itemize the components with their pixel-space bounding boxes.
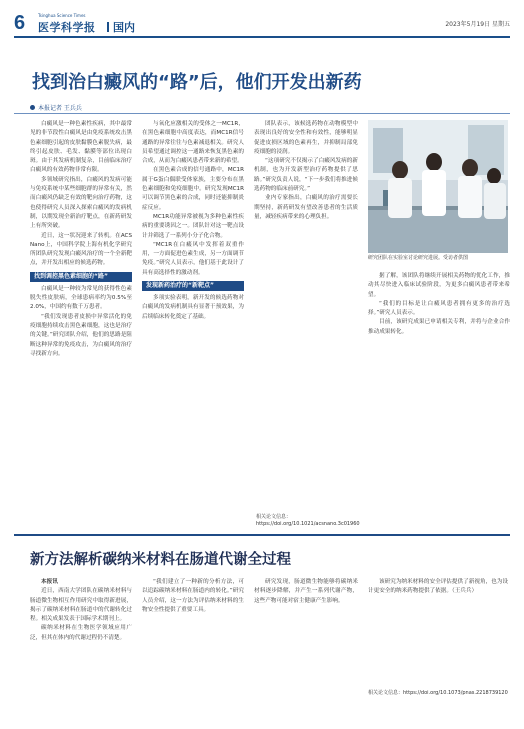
paragraph: 多领域研究指出，白癜风的发病可能与免疫系统中某些细胞群的异常有关，然而白癜风仍缺乏有效的靶向治疗药物，这也使得研究人员深入探索白癜风的发病机制，以期发现全新治疗靶点，在新药研发上有所突破。 — [30, 176, 132, 230]
article1-column-4 — [368, 272, 510, 452]
paragraph: “MC1R在白癜风中发挥着双重作用，一方面促进色素生成，另一方面调节免疫。”研究人员表示，他们基于此设计了具有高选择性的激动剂。 — [142, 241, 244, 276]
paragraph: 研究发现，肠道微生物能够将碳纳米材料逐步降解，并产生一系列代谢产物，这些产物可能对宿主健康产生影响。 — [254, 579, 358, 604]
article2-author: 本报讯 — [41, 579, 58, 585]
paragraph: 团队表示，该候选药物在动物模型中表现出良好的安全性和有效性，能够明显促进皮损区域的色素再生，并抑制局部免疫细胞的浸润。 — [254, 121, 358, 155]
article1-top-rule — [14, 113, 510, 114]
paragraph: 白癜风是一种色素性疾病，其中最常见的非节段性白癜风是由免疫系统攻击黑色素细胞引起的皮肤黏膜色素脱失病，最终引起皮肤、毛发、黏膜等部位出现白斑。由于其发病机制复杂，目前临床治疗白癜风的有效药物非常有限。 — [30, 121, 132, 174]
byline-text: 本报记者 王兵兵 — [38, 105, 82, 112]
section-label: 国内 — [113, 21, 135, 34]
article1-source: 相关论文信息：https://doi.org/10.1021/acsnano.3c01960 — [256, 514, 360, 527]
byline-dot-icon — [30, 105, 35, 110]
paragraph: 据了解，该团队将继续开展相关药物的优化工作，推动其尽快进入临床试验阶段，为更多白癜风患者带来希望。 — [368, 273, 510, 298]
paragraph: 多项实验表明，新开发的候选药物对白癜风的发病机制具有显著干预效果，为后续临床转化奠定了基础。 — [142, 295, 244, 320]
section-tag — [107, 19, 135, 35]
article1-column-3 — [254, 120, 358, 515]
article2-column-2 — [142, 578, 244, 716]
article1-column-1 — [30, 120, 132, 515]
article2-source: 相关论文信息：https://doi.org/10.1073/pnas.2218739120 — [368, 690, 508, 696]
masthead — [0, 0, 524, 44]
masthead-rule — [14, 36, 510, 38]
paragraph: 近日，西南大学团队在碳纳米材料与肠道微生物相互作用研究中取得新进展，揭示了碳纳米材料在肠道中的代谢转化过程。相关成果发表于国际学术期刊上。 — [30, 588, 132, 623]
paragraph: 白癜风是一种较为常见的获得性色素脱失性皮肤病，全球患病率约为0.5%至2.0%，中国约有数千万患者。 — [30, 285, 132, 311]
article1-byline — [30, 103, 82, 112]
newspaper-logo: 医学科学报 — [38, 21, 96, 34]
article2-column-1 — [30, 578, 132, 716]
paragraph: 目前，该研究成果已申请相关专利，并将与企业合作推动成果转化。 — [368, 319, 510, 335]
article2-column-4 — [368, 578, 508, 688]
paragraph: 该研究为纳米材料的安全评估提供了新视角，也为设计更安全的纳米药物提供了依据。（王兵兵） — [368, 579, 508, 595]
page-number: 6 — [14, 12, 26, 34]
photo-caption: 研究团队在实验室讨论研究进展。受访者供图 — [368, 255, 469, 261]
article2-headline: 新方法解析碳纳米材料在肠道代谢全过程 — [30, 552, 291, 568]
subheading: 发现新药治疗的“新靶点” — [142, 281, 244, 291]
subheading: 找到调控黑色素细胞的“路” — [30, 272, 132, 282]
article2-column-3 — [254, 578, 358, 716]
issue-date: 2023年5月19日 星期五 — [445, 21, 510, 28]
article1-headline: 找到治白癜风的“路”后，他们开发出新药 — [32, 72, 362, 93]
paragraph: MC1R功能异常被视为多种色素性疾病的重要诱因之一。团队针对这一靶点设计并筛选了一系列小分子化合物。 — [142, 213, 244, 239]
paragraph: “这项研究不仅揭示了白癜风发病的新机制，也为开发新型治疗药物提供了思路。”研究负责人说，“下一步我们将推进候选药物的临床前研究。” — [254, 158, 358, 193]
paragraph — [30, 578, 132, 587]
paragraph: “我们的目标是让白癜风患者拥有更多的治疗选择。”研究人员表示。 — [368, 300, 510, 317]
paragraph: 在黑色素合成的信号通路中，MC1R属于G蛋白偶联受体家族，主要分布在黑色素细胞和免疫细胞中。研究发现MC1R可以调节黑色素的合成，同时还能抑制炎症反应。 — [142, 167, 244, 211]
logo-subtitle: Tsinghua Science Times — [38, 13, 86, 18]
paragraph: “我们发现患者皮损中异常活化的免疫细胞持续攻击黑色素细胞，这也是治疗的关键。”研究团队介绍，他们的思路是阻断这种异常的免疫攻击，为白癜风的治疗寻找新方向。 — [30, 313, 132, 357]
article-divider — [14, 534, 510, 536]
paragraph: 业内专家指出，白癜风的治疗需要长期坚持，新药研发有望改善患者的生活质量，减轻疾病带来的心理负担。 — [254, 195, 358, 220]
lab-photo — [368, 120, 508, 253]
section-bar-icon — [107, 22, 109, 32]
article1-column-2 — [142, 120, 244, 515]
paragraph: 碳纳米材料在生物医学领域应用广泛，但其在体内的代谢过程仍不清楚。 — [30, 625, 132, 641]
paragraph: 与氧化应激相关的受体之一MC1R，在黑色素细胞中高度表达，而MC1R信号通路的异常往往与色素减退相关。研究人员希望通过调控这一通路来恢复黑色素的合成，从而为白癜风患者带来新的希望。 — [142, 121, 244, 165]
paragraph: 近日，这一状况迎来了转机。在ACS Nano上，中国科学院上海有机化学研究所团队研究发现白癜风治疗的一个全新靶点，并开发出相应的候选药物。 — [30, 232, 132, 267]
paragraph: “我们建立了一种新的分析方法，可以追踪碳纳米材料在肠道内的转化。”研究人员介绍，这一方法为评估纳米材料的生物安全性提供了重要工具。 — [142, 579, 244, 613]
lab-scene-image — [368, 120, 508, 253]
